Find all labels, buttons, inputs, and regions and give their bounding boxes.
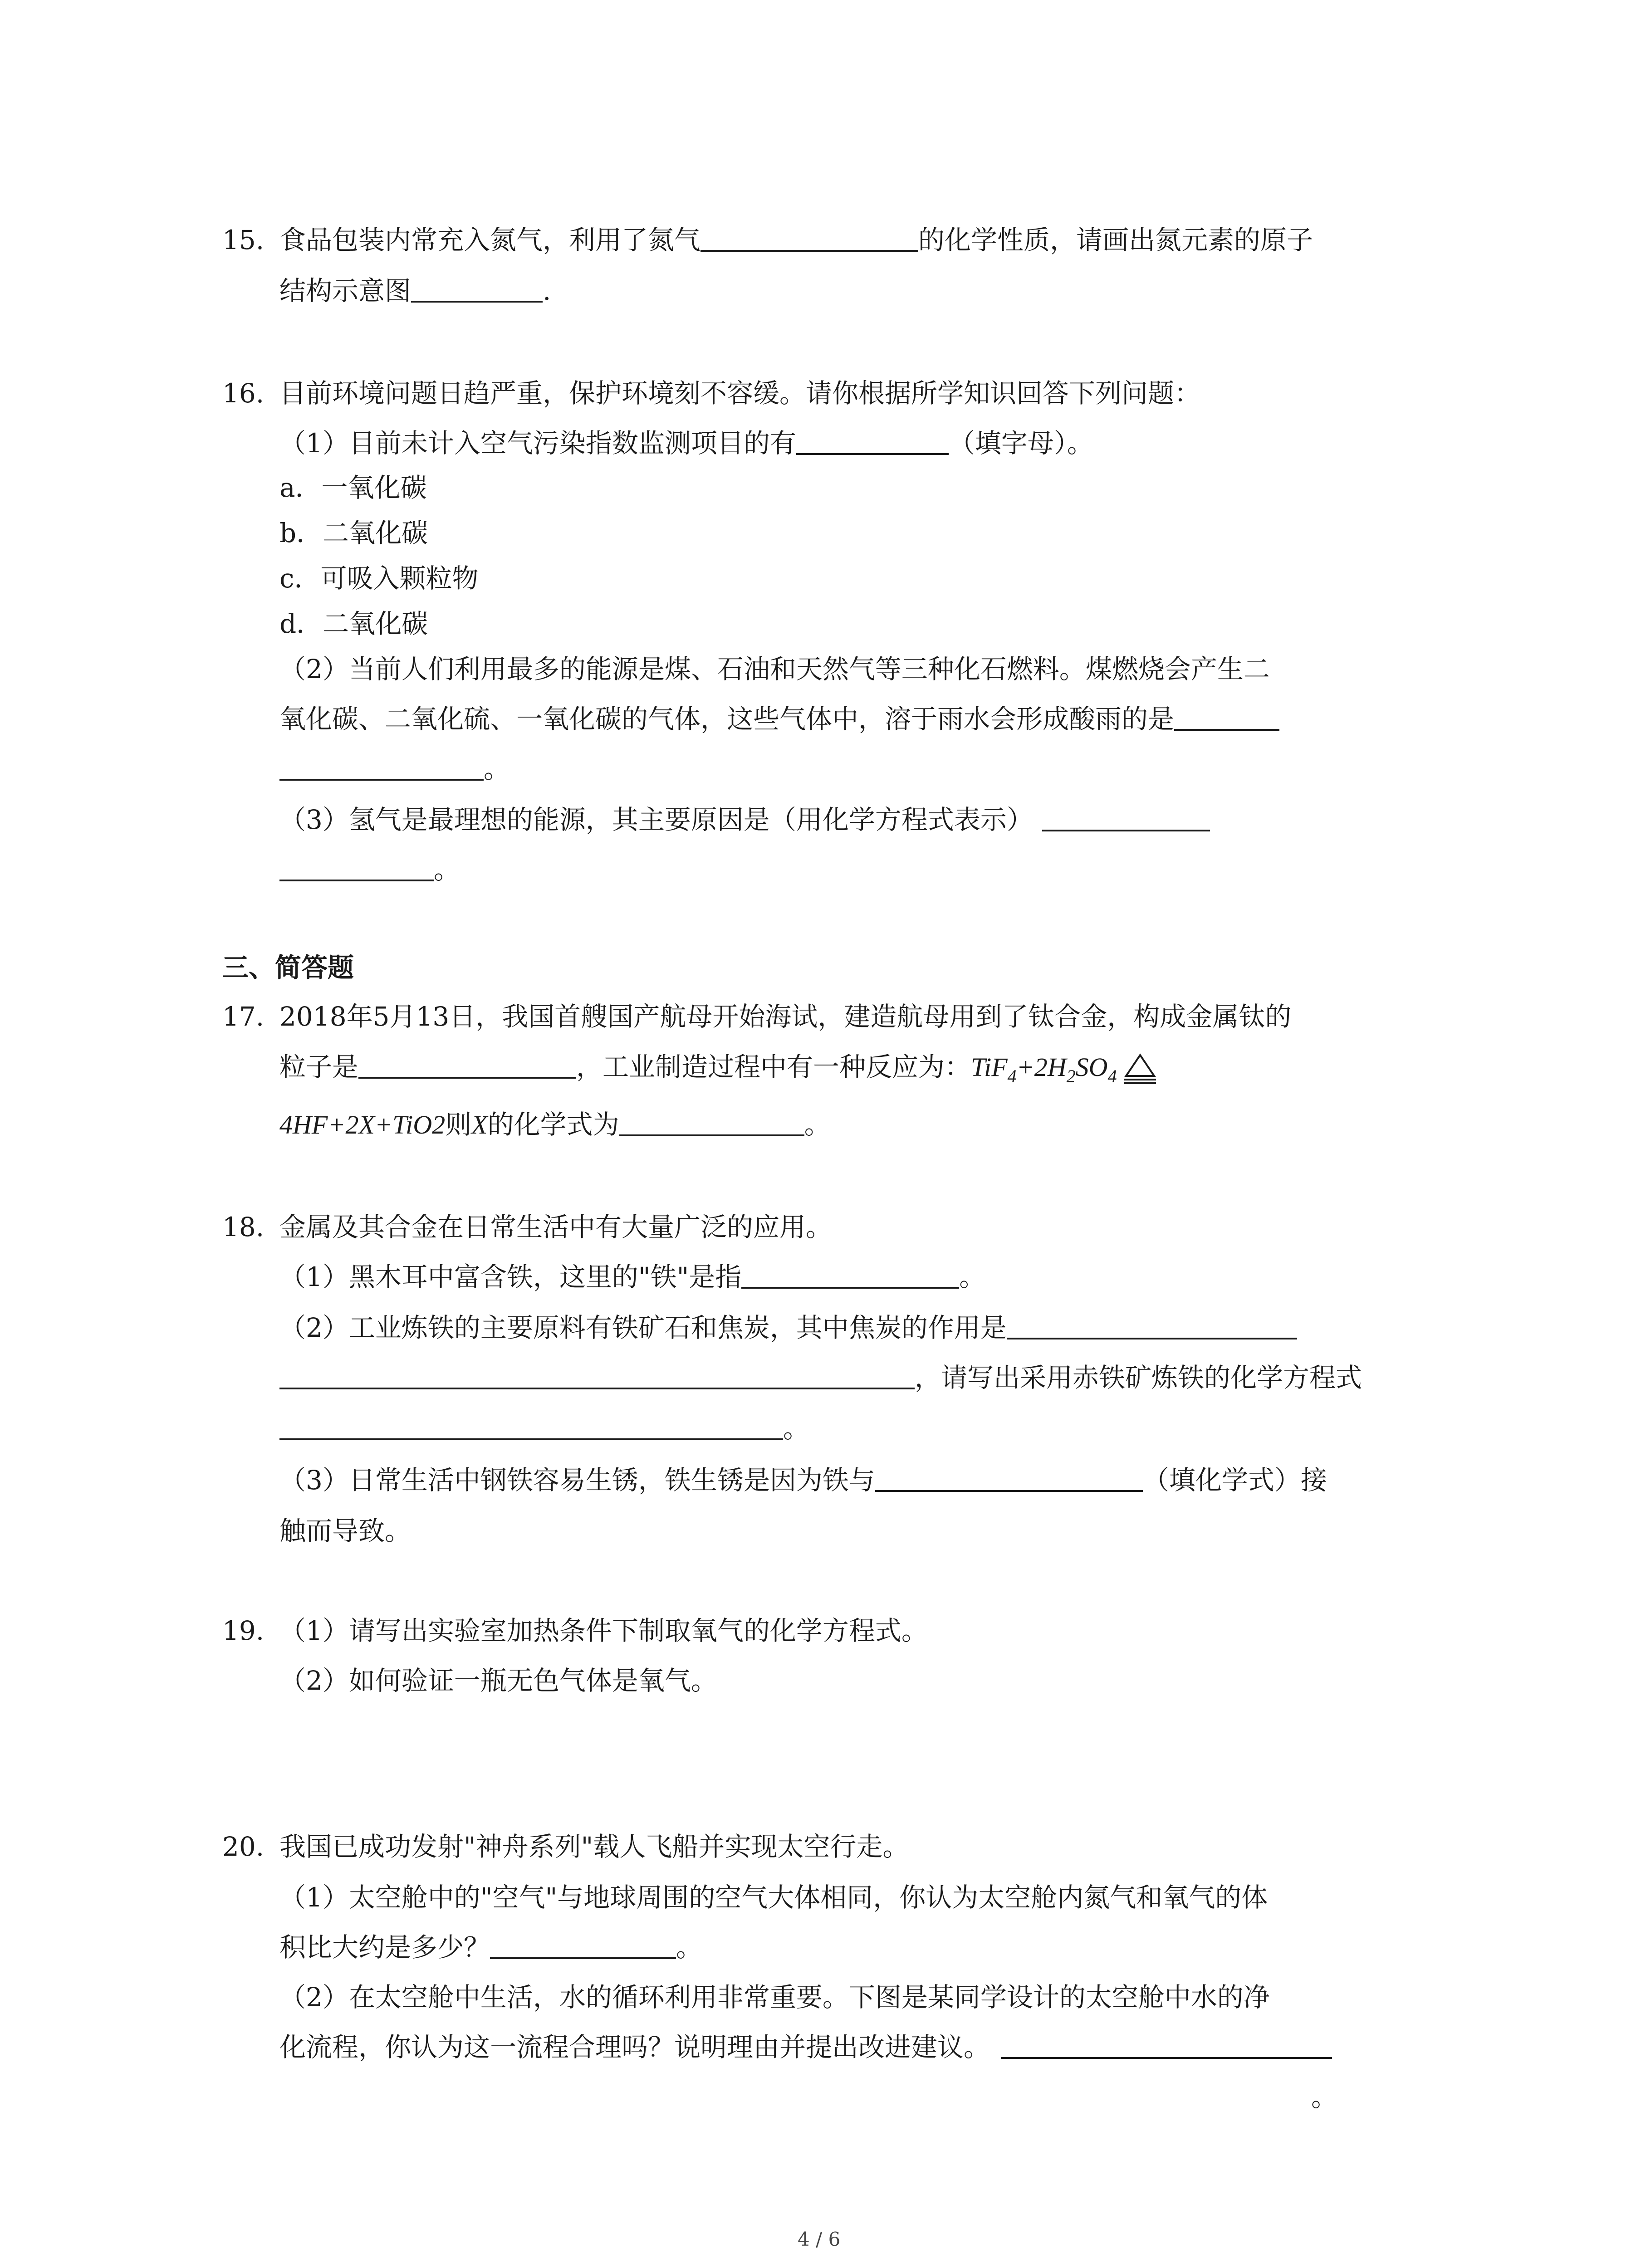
answer-blank[interactable] (875, 1468, 1143, 1492)
question-text-line: 化流程，你认为这一流程合理吗？说明理由并提出改进建议。 (279, 2034, 1332, 2060)
section-heading: 三、简答题 (222, 952, 354, 983)
answer-blank[interactable] (1001, 2035, 1332, 2059)
answer-blank[interactable] (741, 1265, 959, 1289)
option-a: a．一氧化碳 (279, 472, 427, 503)
question-text-line: 触而导致。 (279, 1515, 411, 1546)
sub-question-2: （2）如何验证一瓶无色气体是氧气。 (279, 1665, 717, 1696)
answer-blank[interactable] (1042, 808, 1210, 831)
sub-question-2: （2）当前人们利用最多的能源是煤、石油和天然气等三种化石燃料。煤燃烧会产生二 (279, 654, 1270, 684)
question-text-line: 结构示意图 . (279, 275, 551, 306)
question-text-line: 氧化碳、二氧化硫、一氧化碳的气体，这些气体中，溶于雨水会形成酸雨的是 (279, 706, 1279, 732)
question-number: 20. (222, 1831, 265, 1862)
page-number: 4 / 6 (798, 2228, 841, 2250)
question-text-line: 。 (1311, 2082, 1338, 2112)
question-number: 17. (222, 1001, 265, 1032)
question-number: 15. (222, 225, 265, 255)
heat-triangle-icon (1122, 1053, 1158, 1085)
sub-question-2: （2）工业炼铁的主要原料有铁矿石和焦炭，其中焦炭的作用是 (279, 1315, 1297, 1341)
option-d: d．二氧化碳 (279, 608, 428, 639)
question-text-line: 。 (279, 1415, 809, 1442)
question-text-line: 。 (279, 856, 460, 883)
option-c: c．可吸入颗粒物 (279, 563, 479, 594)
question-text-line: ，请写出采用赤铁矿炼铁的化学方程式 (279, 1364, 1362, 1391)
sub-question-3: （3）日常生活中钢铁容易生锈，铁生锈是因为铁与 （填化学式）接 (279, 1465, 1327, 1496)
sub-question-1: （1）目前未计入空气污染指数监测项目的有 （填字母）。 (279, 428, 1093, 459)
answer-blank[interactable] (279, 757, 484, 781)
question-text-line: 我国已成功发射"神舟系列"载人飞船并实现太空行走。 (279, 1831, 909, 1862)
chem-formula: $TiF_4+2H_2SO_4$ (971, 1052, 1117, 1086)
question-text-line: 积比大约是多少？ 。 (279, 1932, 703, 1963)
question-text-line: 。 (279, 756, 510, 782)
question-number: 18. (222, 1212, 265, 1242)
answer-blank[interactable] (411, 279, 543, 303)
answer-blank[interactable] (490, 1936, 676, 1959)
question-text-line: 金属及其合金在日常生活中有大量广泛的应用。 (279, 1212, 833, 1242)
option-b: b．二氧化碳 (279, 518, 428, 548)
question-text-line: 4HF+2X+TiO2则X的化学式为 。 (279, 1109, 831, 1140)
question-text-line: 2018年5月13日，我国首艘国产航母开始海试，建造航母用到了钛合金，构成金属钛的 (279, 1001, 1292, 1032)
answer-blank[interactable] (700, 228, 918, 252)
answer-blank[interactable] (279, 1417, 783, 1440)
sub-question-2: （2）在太空舱中生活，水的循环利用非常重要。下图是某同学设计的太空舱中水的净 (279, 1982, 1270, 2013)
answer-blank[interactable] (279, 858, 434, 881)
question-text-line: 粒子是 ，工业制造过程中有一种反应为：$TiF_4+2H_2SO_4$ (279, 1053, 1158, 1085)
answer-blank[interactable] (619, 1113, 804, 1136)
question-number: 16. (222, 378, 265, 409)
question-text-line: 目前环境问题日趋严重，保护环境刻不容缓。请你根据所学知识回答下列问题： (279, 378, 1201, 409)
sub-question-1: （1）太空舱中的"空气"与地球周围的空气大体相同，你认为太空舱内氮气和氧气的体 (279, 1882, 1268, 1913)
answer-blank[interactable] (1007, 1316, 1297, 1339)
answer-blank[interactable] (796, 431, 949, 455)
sub-question-1: （1）请写出实验室加热条件下制取氧气的化学方程式。 (279, 1615, 928, 1646)
answer-blank[interactable] (1174, 707, 1279, 731)
question-text-line: 食品包装内常充入氮气，利用了氮气 的化学性质，请画出氮元素的原子 (279, 225, 1313, 255)
sub-question-1: （1）黑木耳中富含铁，这里的"铁"是指 。 (279, 1261, 986, 1292)
answer-blank[interactable] (279, 1366, 915, 1389)
sub-question-3: （3）氢气是最理想的能源，其主要原因是（用化学方程式表示） (279, 807, 1210, 833)
question-number: 19. (222, 1615, 265, 1646)
answer-blank[interactable] (358, 1055, 576, 1079)
